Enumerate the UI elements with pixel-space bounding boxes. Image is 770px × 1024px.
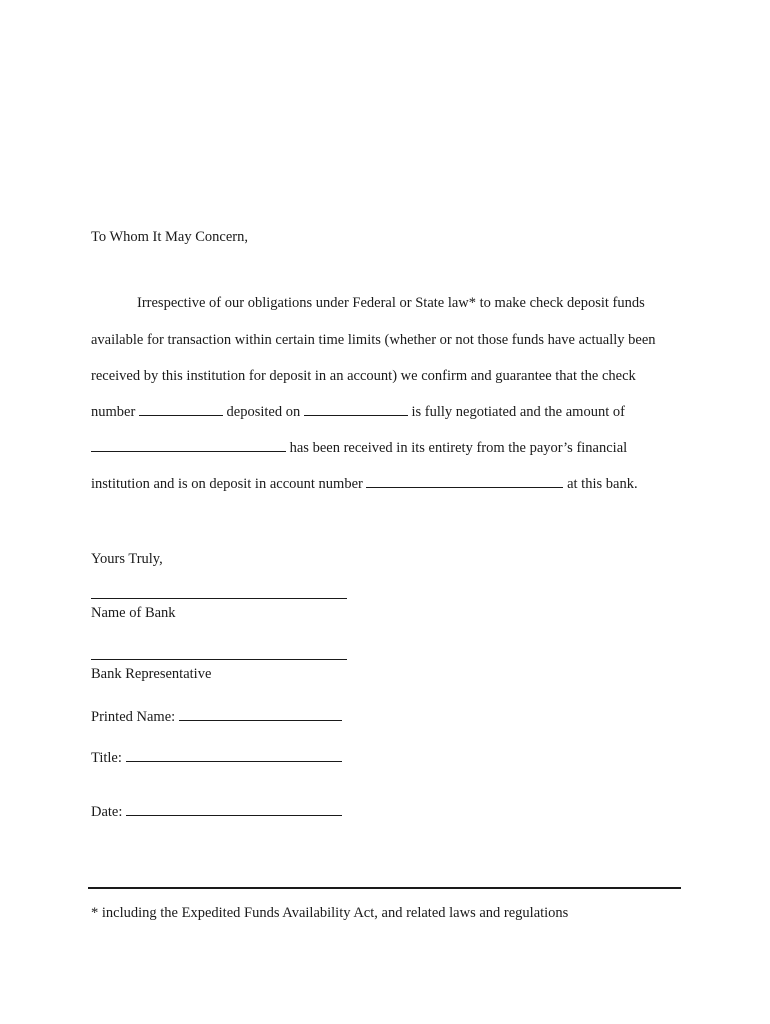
paragraph-line-5 (91, 438, 627, 457)
negotiated-text: is fully negotiated and the amount of (411, 404, 625, 420)
title-blank[interactable] (126, 748, 342, 762)
paragraph-line-2: available for transaction within certain time limits (whether or not those funds have actually been (91, 332, 656, 348)
representative-signature-line[interactable] (91, 659, 347, 660)
salutation: To Whom It May Concern, (91, 229, 248, 245)
title-label: Title: (91, 750, 122, 766)
paragraph-line-1: Irrespective of our obligations under Federal or State law* to make check deposit funds (137, 295, 645, 311)
date-row (91, 802, 342, 821)
paragraph-line-4 (91, 402, 625, 421)
deposit-date-blank[interactable] (304, 402, 408, 416)
check-number-label: number (91, 404, 136, 420)
footnote: * including the Expedited Funds Availability Act, and related laws and regulations (91, 905, 569, 921)
at-this-bank-text: at this bank. (567, 476, 638, 492)
paragraph-line-6 (91, 474, 638, 493)
amount-blank[interactable] (91, 438, 286, 452)
date-label: Date: (91, 804, 123, 820)
footnote-divider (88, 887, 681, 889)
title-row (91, 748, 342, 767)
account-number-label: institution and is on deposit in account number (91, 476, 363, 492)
date-blank[interactable] (126, 802, 342, 816)
paragraph-line-3: received by this institution for deposit in an account) we confirm and guarantee that the check (91, 368, 636, 384)
printed-name-blank[interactable] (179, 707, 342, 721)
printed-name-row (91, 707, 342, 726)
printed-name-label: Printed Name: (91, 709, 176, 725)
deposited-on-label: deposited on (226, 404, 301, 420)
representative-label: Bank Representative (91, 666, 212, 682)
bank-name-label: Name of Bank (91, 605, 176, 621)
check-number-blank[interactable] (139, 402, 223, 416)
account-number-blank[interactable] (366, 474, 563, 488)
closing: Yours Truly, (91, 551, 163, 567)
bank-name-signature-line[interactable] (91, 598, 347, 599)
received-text: has been received in its entirety from the payor’s financial (289, 440, 628, 456)
